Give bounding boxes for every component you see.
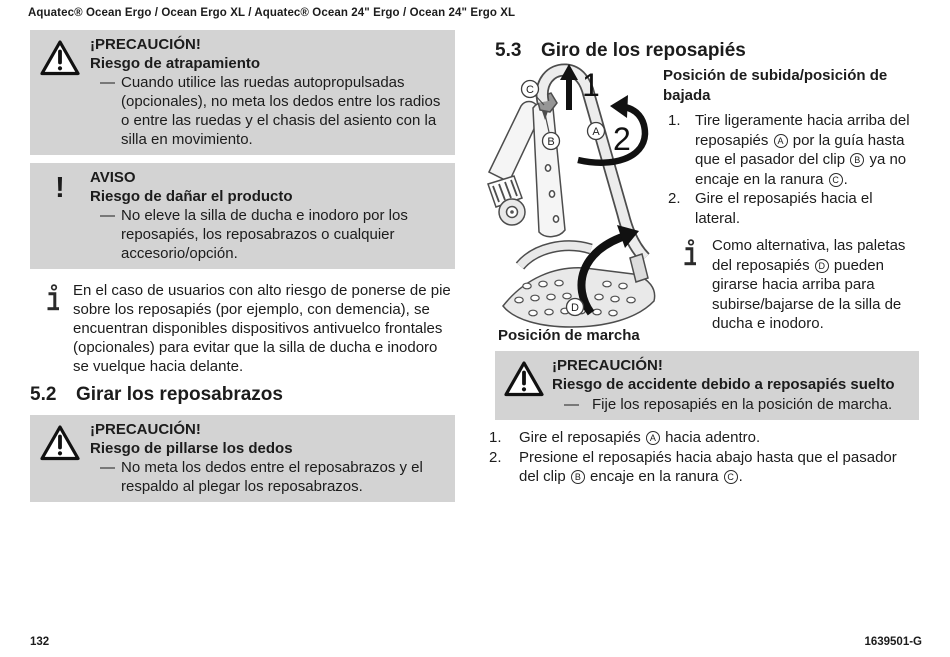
figure-row: [495, 64, 919, 332]
dash-marker: —: [564, 395, 579, 413]
info-note-text: En el caso de usuarios con alto riesgo de ponerse de pie sobre los reposapiés (por ejemplo, con demencia), se encuentran disponibles dispositivos antivuelco frontales (opcionales) para evitar que la silla de ducha e inodoro se vuelque hacia delante.: [73, 282, 451, 375]
caution-title: ¡PRECAUCIÓN!: [90, 421, 201, 438]
caution-subtitle: Riesgo de accidente debido a reposapiés suelto: [552, 376, 895, 393]
section-heading-5-3: [495, 40, 919, 62]
info-icon: [45, 284, 61, 312]
svg-text:B: B: [547, 136, 555, 148]
dash-marker: —: [100, 207, 115, 224]
info-note-antitip: [30, 281, 455, 376]
caution-item: — No meta los dedos entre el reposabrazos y el respaldo al plegar los reposabrazos.: [100, 459, 423, 495]
info-icon: [682, 239, 698, 267]
figure-step-1: 1: [582, 67, 600, 103]
svg-text:D: D: [571, 302, 579, 314]
circled-letter-a: A: [774, 134, 788, 148]
caution-item: — Cuando utilice las ruedas autopropulsadas (opcionales), no meta los dedos entre los radios o entre las ruedas y el chasis del asiento con la silla en movimiento.: [100, 74, 441, 148]
section-number: 5.2: [30, 384, 57, 405]
circled-letter-d: D: [815, 259, 829, 273]
marcha-steps: [487, 428, 919, 487]
step-item: 1. Gire el reposapiés A hacia adentro.: [489, 429, 761, 446]
caution-box-loose-footrest: [495, 351, 919, 421]
caution-title: ¡PRECAUCIÓN!: [552, 356, 663, 374]
section-title: Giro de los reposapiés: [541, 40, 746, 61]
footrest-swivel-figure: [487, 62, 672, 330]
warning-triangle-icon: [39, 39, 81, 77]
warning-triangle-icon: [39, 424, 81, 462]
circled-letter-c: C: [829, 173, 843, 187]
circled-letter-a: A: [646, 431, 660, 445]
page-number: 132: [30, 636, 50, 648]
notice-title: AVISO: [90, 169, 136, 186]
section-heading-5-2: [30, 384, 455, 406]
svg-text:C: C: [526, 84, 534, 96]
notice-box-product-damage: [30, 163, 455, 269]
section-title: Girar los reposabrazos: [76, 384, 283, 405]
right-column: [489, 40, 919, 487]
warning-triangle-icon: [503, 360, 545, 398]
svg-text:A: A: [592, 126, 600, 138]
circled-letter-c: C: [724, 470, 738, 484]
circled-letter-b: B: [850, 153, 864, 167]
caution-subtitle: Riesgo de pillarse los dedos: [90, 440, 293, 457]
step-item: 1. Tire ligeramente hacia arriba del reposapiés A por la guía hasta que el pasador del clip B ya no encaje en la ranura C .: [668, 112, 910, 188]
document-number: 1639501-G: [864, 636, 922, 648]
info-note-footplates: Como alternativa, las paletas del reposapiés D pueden girarse hacia arriba para subirse/bajarse de la silla de ducha e inodoro.: [663, 236, 919, 334]
step-item: 2. Presione el reposapiés hacia abajo hasta que el pasador del clip B encaje en la ranura C .: [489, 448, 897, 485]
caution-box-pinch-fingers: [30, 415, 455, 502]
notice-item: — No eleve la silla de ducha e inodoro por los reposapiés, los reposabrazos o cualquier accesorio/opción.: [100, 207, 408, 262]
circled-letter-b: B: [571, 470, 585, 484]
figure-step-2: 2: [613, 121, 631, 157]
caution-subtitle: Riesgo de atrapamiento: [90, 55, 261, 72]
updown-heading: Posición de subida/posición de bajada: [663, 67, 888, 104]
caution-box-entrapment: [30, 30, 455, 155]
notice-subtitle: Riesgo de dañar el producto: [90, 188, 293, 205]
caution-item: — Fije los reposapiés en la posición de marcha.: [564, 395, 893, 413]
dash-marker: —: [100, 459, 115, 476]
raise-lower-block: [663, 64, 919, 334]
page-header: Aquatec® Ocean Ergo / Ocean Ergo XL / Aquatec® Ocean 24" Ergo / Ocean 24" Ergo XL: [28, 7, 516, 19]
section-number: 5.3: [495, 40, 522, 61]
exclamation-icon: !: [55, 172, 65, 204]
dash-marker: —: [100, 74, 115, 91]
step-item: 2. Gire el reposapiés hacia el lateral.: [668, 190, 873, 227]
caution-title: ¡PRECAUCIÓN!: [90, 36, 201, 53]
left-column: [30, 30, 455, 502]
marcha-heading: Posición de marcha: [498, 327, 640, 344]
